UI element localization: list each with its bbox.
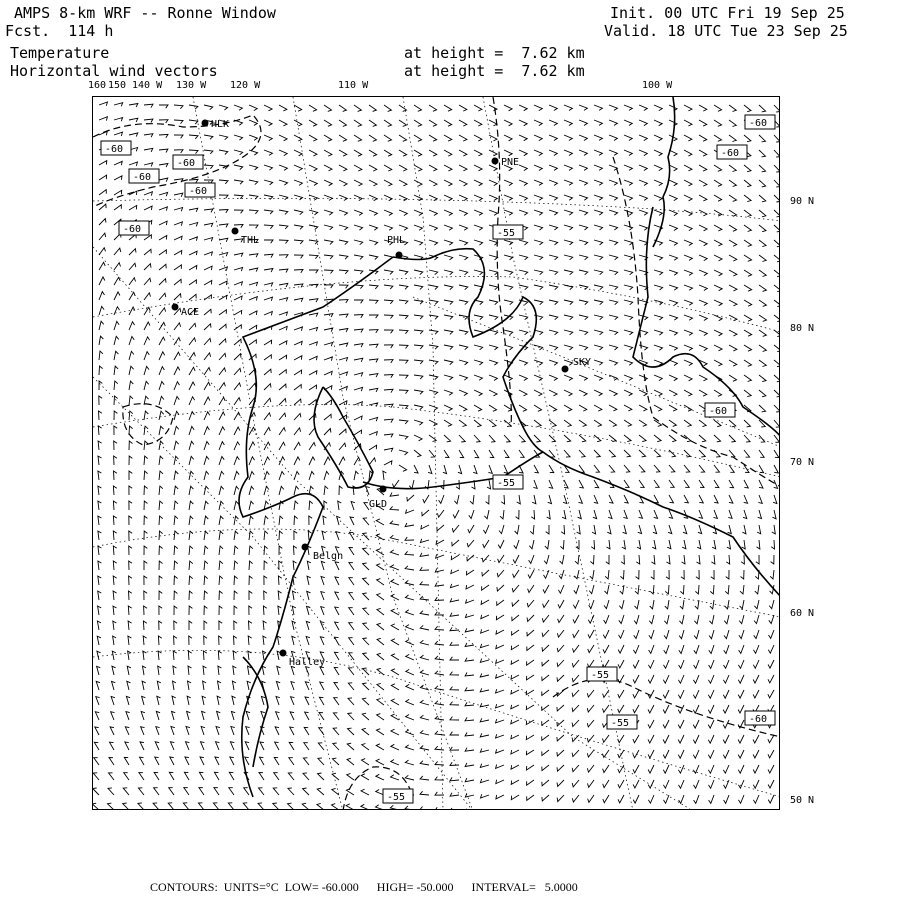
contour-box-8 bbox=[717, 145, 747, 159]
contour-box-4 bbox=[185, 183, 215, 197]
svg-text:-60: -60 bbox=[133, 172, 152, 183]
svg-text:-60: -60 bbox=[749, 118, 768, 129]
graticule-lat-80 bbox=[93, 277, 780, 333]
graticule-lat-90 bbox=[93, 198, 780, 221]
contour-box-3 bbox=[129, 169, 159, 183]
field-wind: Horizontal wind vectors bbox=[10, 62, 218, 80]
station-dot-sky bbox=[562, 366, 569, 373]
lat-label-90: 90 N bbox=[790, 196, 815, 207]
station-labels bbox=[181, 119, 591, 668]
contour-minus60-east bbox=[613, 157, 780, 487]
svg-text:-55: -55 bbox=[497, 478, 516, 489]
contour-label-boxes bbox=[101, 115, 775, 803]
lon-label-140: 140 W bbox=[132, 80, 163, 91]
contour-box-1 bbox=[101, 141, 131, 155]
forecast-label: Fcst. bbox=[5, 22, 51, 40]
svg-text:-55: -55 bbox=[611, 718, 630, 729]
lon-label-110: 110 W bbox=[338, 80, 369, 91]
coast-peninsula bbox=[653, 97, 675, 247]
station-dot-hlk bbox=[202, 120, 209, 127]
contour-box-13 bbox=[745, 711, 775, 725]
contour-minus55-se bbox=[553, 679, 780, 737]
map-title: AMPS 8-km WRF -- Ronne Window bbox=[14, 4, 276, 22]
contour-box-5 bbox=[119, 221, 149, 235]
svg-text:-60: -60 bbox=[189, 186, 208, 197]
graticule bbox=[93, 97, 780, 810]
height-temperature: at height = 7.62 km bbox=[404, 44, 585, 62]
valid-time: Valid. 18 UTC Tue 23 Sep 25 bbox=[604, 22, 848, 40]
svg-text:-55: -55 bbox=[387, 792, 406, 803]
station-dot-belgn bbox=[302, 544, 309, 551]
coastline bbox=[239, 97, 780, 797]
lon-label-160: 160 bbox=[88, 80, 107, 91]
map-canvas bbox=[93, 97, 780, 810]
wind-barb-field bbox=[93, 102, 780, 810]
station-label-thl: THL bbox=[241, 235, 260, 246]
lat-label-70: 70 N bbox=[790, 457, 815, 468]
lon-label-120: 120 W bbox=[230, 80, 261, 91]
contour-minus55-south bbox=[343, 767, 413, 810]
station-dot-thl bbox=[232, 228, 239, 235]
station-label-gld: GLD bbox=[369, 499, 388, 510]
graticule-diag-3 bbox=[413, 297, 780, 447]
station-label-phl: PHL bbox=[387, 235, 406, 246]
forecast-value: 114 h bbox=[68, 22, 114, 40]
svg-text:-60: -60 bbox=[123, 224, 142, 235]
contour-box-7 bbox=[745, 115, 775, 129]
svg-text:-60: -60 bbox=[749, 714, 768, 725]
graticule-lat-70 bbox=[93, 405, 780, 478]
station-dot-gld bbox=[380, 486, 387, 493]
station-label-belgn: Belgn bbox=[313, 551, 344, 562]
init-time: Init. 00 UTC Fri 19 Sep 25 bbox=[610, 4, 845, 22]
lon-label-150: 150 bbox=[108, 80, 127, 91]
svg-text:-60: -60 bbox=[177, 158, 196, 169]
map-frame bbox=[92, 96, 780, 810]
lon-label-130: 130 W bbox=[176, 80, 207, 91]
lat-label-50: 50 N bbox=[790, 795, 815, 806]
contour-minus60-west bbox=[123, 404, 173, 445]
station-label-halley: Halley bbox=[289, 657, 326, 668]
lat-label-80: 80 N bbox=[790, 323, 815, 334]
contour-box-12 bbox=[607, 715, 637, 729]
contour-box-2 bbox=[173, 155, 203, 169]
station-dot-halley bbox=[280, 650, 287, 657]
svg-text:-60: -60 bbox=[721, 148, 740, 159]
station-dot-pne bbox=[492, 158, 499, 165]
station-label-ace: ACE bbox=[181, 307, 200, 318]
station-label-hlk: HLK bbox=[211, 119, 230, 130]
lon-label-100: 100 W bbox=[642, 80, 673, 91]
contour-box-14 bbox=[383, 789, 413, 803]
field-temperature: Temperature bbox=[10, 44, 110, 62]
svg-text:-55: -55 bbox=[497, 228, 516, 239]
svg-text:-55: -55 bbox=[591, 670, 610, 681]
svg-text:-60: -60 bbox=[709, 406, 728, 417]
height-wind: at height = 7.62 km bbox=[404, 62, 585, 80]
svg-text:-60: -60 bbox=[105, 144, 124, 155]
contour-box-6 bbox=[493, 225, 523, 239]
lat-label-60: 60 N bbox=[790, 608, 815, 619]
forecast-hour bbox=[5, 22, 113, 40]
station-label-sky: SKY bbox=[573, 357, 592, 368]
station-label-pne: PNE bbox=[501, 157, 520, 168]
contour-info: CONTOURS: UNITS=°C LOW= -60.000 HIGH= -50.000 INTERVAL= 5.0000 bbox=[150, 880, 578, 894]
contour-box-9 bbox=[493, 475, 523, 489]
temperature-contours bbox=[93, 97, 780, 810]
station-dot-ace bbox=[172, 304, 179, 311]
wind-vectors bbox=[93, 102, 780, 810]
graticule-diag-2 bbox=[93, 377, 473, 810]
contour-box-11 bbox=[587, 667, 617, 681]
station-dot-phl bbox=[396, 252, 403, 259]
contour-box-10 bbox=[705, 403, 735, 417]
